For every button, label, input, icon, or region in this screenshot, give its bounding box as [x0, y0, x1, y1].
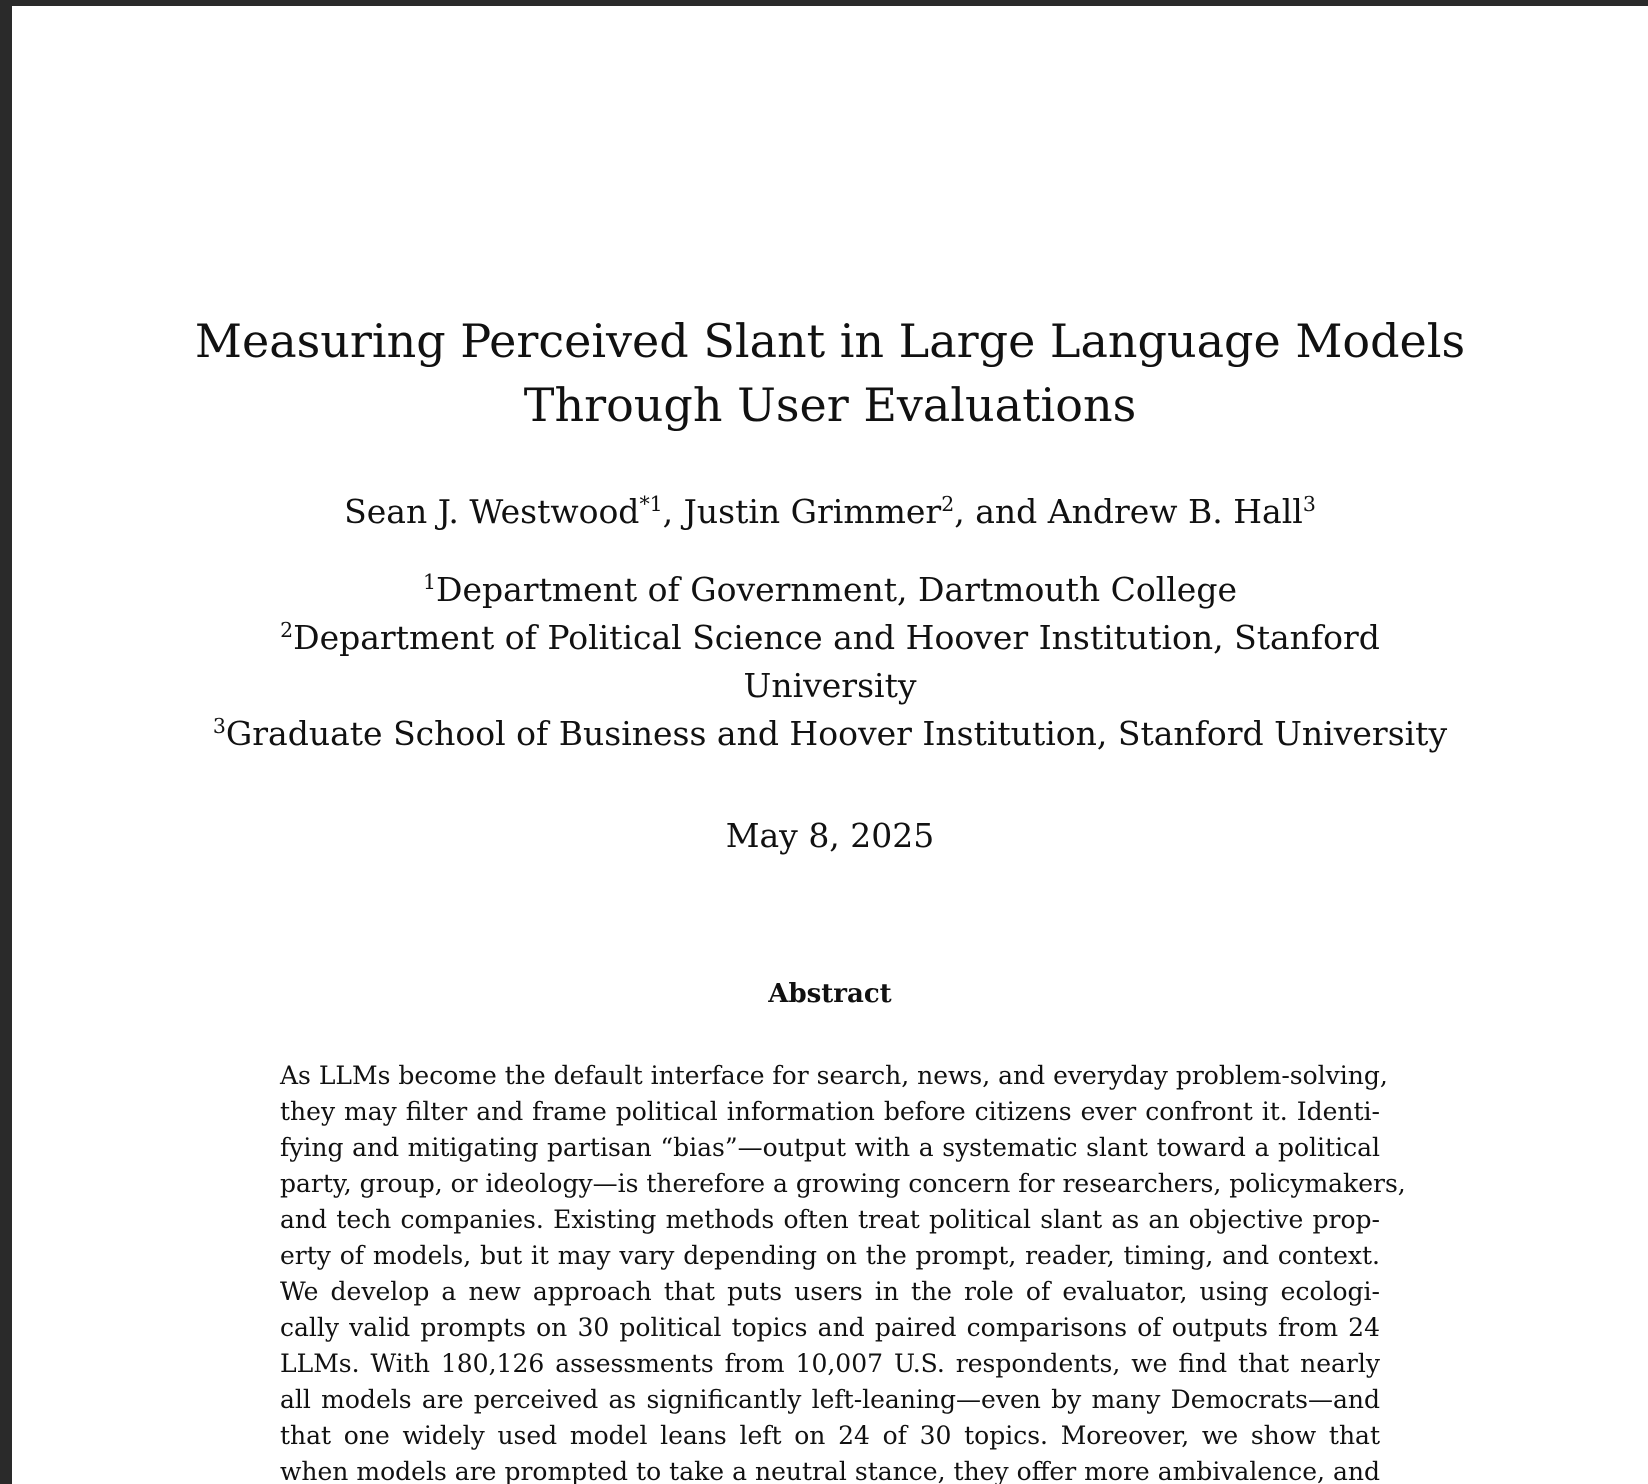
affiliation-line	[12, 662, 1648, 710]
paper-title	[12, 309, 1648, 437]
author-superscript: 2	[941, 492, 955, 516]
author-separator: ,	[662, 492, 684, 531]
abstract-line: We develop a new approach that puts users in the role of evaluator, using ecologi-	[280, 1277, 1380, 1306]
abstract-line: they may filter and frame political information before citizens ever confront it. Identi-	[280, 1097, 1380, 1126]
abstract-body	[280, 1058, 1406, 1484]
affiliation-line	[12, 566, 1648, 614]
affiliation-text: Graduate School of Business and Hoover Institution, Stanford University	[225, 714, 1448, 753]
abstract-line: LLMs. With 180,126 assessments from 10,007 U.S. respondents, we find that nearly	[280, 1349, 1380, 1378]
author-list	[12, 490, 1648, 534]
abstract-line: erty of models, but it may vary depending on the prompt, reader, timing, and context.	[280, 1241, 1380, 1270]
author-superscript: 3	[1302, 492, 1316, 516]
author-name: Sean J. Westwood	[344, 492, 640, 531]
author-superscript: *1	[639, 492, 663, 516]
affiliation-superscript: 1	[423, 570, 437, 594]
affiliation-superscript: 2	[280, 618, 294, 642]
abstract-heading: Abstract	[768, 979, 892, 1009]
affiliation-line	[12, 710, 1648, 758]
paper-date: May 8, 2025	[725, 816, 935, 855]
abstract-line: cally valid prompts on 30 political topics and paired comparisons of outputs from 24	[280, 1313, 1380, 1342]
abstract-line: when models are prompted to take a neutral stance, they offer more ambivalence, and	[280, 1457, 1380, 1484]
affiliation-list	[12, 566, 1648, 758]
affiliation-text: University	[743, 666, 917, 705]
author-name: Justin Grimmer	[683, 492, 942, 531]
affiliation-line	[12, 614, 1648, 662]
abstract-line: fying and mitigating partisan “bias”—output with a systematic slant toward a political	[280, 1133, 1380, 1162]
paper-page	[12, 6, 1648, 1484]
abstract-line: all models are perceived as significantly left-leaning—even by many Democrats—and	[280, 1385, 1380, 1414]
author-name: Andrew B. Hall	[1047, 492, 1303, 531]
abstract-line: and tech companies. Existing methods often treat political slant as an objective prop-	[280, 1205, 1380, 1234]
abstract-line: party, group, or ideology—is therefore a growing concern for researchers, policymakers,	[280, 1169, 1406, 1198]
affiliation-text: Department of Government, Dartmouth College	[436, 570, 1237, 609]
title-line: Measuring Perceived Slant in Large Language Models	[194, 314, 1466, 368]
author-separator: , and	[954, 492, 1048, 531]
abstract-line: As LLMs become the default interface for search, news, and everyday problem-solving,	[280, 1061, 1388, 1090]
affiliation-text: Department of Political Science and Hoover Institution, Stanford	[293, 618, 1380, 657]
affiliation-superscript: 3	[212, 714, 226, 738]
title-line: Through User Evaluations	[523, 378, 1137, 432]
abstract-line: that one widely used model leans left on 24 of 30 topics. Moreover, we show that	[280, 1421, 1380, 1450]
